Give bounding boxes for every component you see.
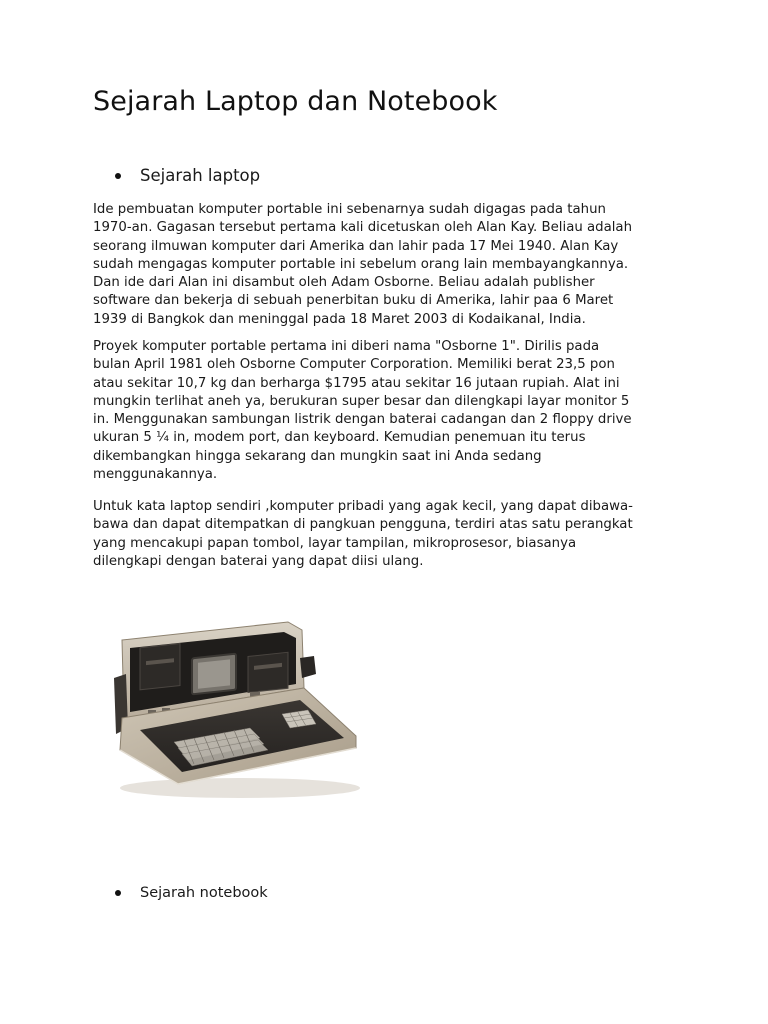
text-line: Ide pembuatan komputer portable ini sebenarnya sudah digagas pada tahun — [93, 202, 606, 217]
text-line: software dan bekerja di sebuah penerbitan buku di Amerika, lahir paa 6 Maret — [93, 293, 614, 309]
text-line: ukuran 5 ¼ in, modem port, dan keyboard. Kemudian penemuan itu terus — [93, 430, 586, 446]
text-line: sudah mengagas komputer portable ini sebelum orang lain membayangkannya. — [93, 256, 629, 272]
text-line: Untuk kata laptop sendiri ,komputer pribadi yang agak kecil, yang dapat dibawa- — [93, 499, 633, 514]
text-line: in. Menggunakan sambungan listrik dengan baterai cadangan dan 2 floppy drive — [93, 412, 632, 428]
text-line: menggunakannya. — [93, 467, 218, 483]
paragraph-osborne-1 — [93, 338, 683, 484]
section-heading-notebook — [115, 885, 268, 901]
text-line: atau sekitar 10,7 kg dan berharga $1795 atau sekitar 16 jutaan rupiah. Alat ini — [93, 375, 620, 391]
text-line: mungkin terlihat aneh ya, berukuran super besar dan dilengkapi layar monitor 5 — [93, 393, 630, 409]
text-line: bulan April 1981 oleh Osborne Computer Corporation. Memiliki berat 23,5 pon — [93, 357, 615, 373]
section-heading-text: Sejarah notebook — [140, 885, 268, 901]
bullet-icon — [115, 890, 121, 896]
text-line: 1939 di Bangkok dan meninggal pada 18 Maret 2003 di Kodaikanal, India. — [93, 311, 586, 327]
text-line: dikembangkan hingga sekarang dan mungkin saat ini Anda sedang — [93, 448, 542, 464]
text-line: bawa dan dapat ditempatkan di pangkuan pengguna, terdiri atas satu perangkat — [93, 517, 633, 533]
section-heading-laptop — [115, 166, 260, 185]
text-line: yang mencakupi papan tombol, layar tampilan, mikroprosesor, biasanya — [93, 535, 577, 551]
paragraph-laptop-definition — [93, 498, 683, 571]
text-line: Dan ide dari Alan ini disambut oleh Adam Osborne. Beliau adalah publisher — [93, 275, 595, 291]
paragraph-history-idea — [93, 201, 683, 329]
text-line: seorang ilmuwan komputer dari Amerika dan lahir pada 17 Mei 1940. Alan Kay — [93, 238, 619, 254]
text-line: Proyek komputer portable pertama ini diberi nama "Osborne 1". Dirilis pada — [93, 339, 600, 354]
osborne-1-computer-icon — [100, 618, 362, 800]
osborne-1-computer-photo — [100, 618, 362, 800]
page-title: Sejarah Laptop dan Notebook — [93, 86, 498, 117]
section-heading-text: Sejarah laptop — [140, 166, 261, 185]
bullet-icon — [115, 173, 121, 179]
text-line: 1970-an. Gagasan tersebut pertama kali dicetuskan oleh Alan Kay. Beliau adalah — [93, 220, 633, 236]
text-line: dilengkapi dengan baterai yang dapat diisi ulang. — [93, 553, 424, 569]
